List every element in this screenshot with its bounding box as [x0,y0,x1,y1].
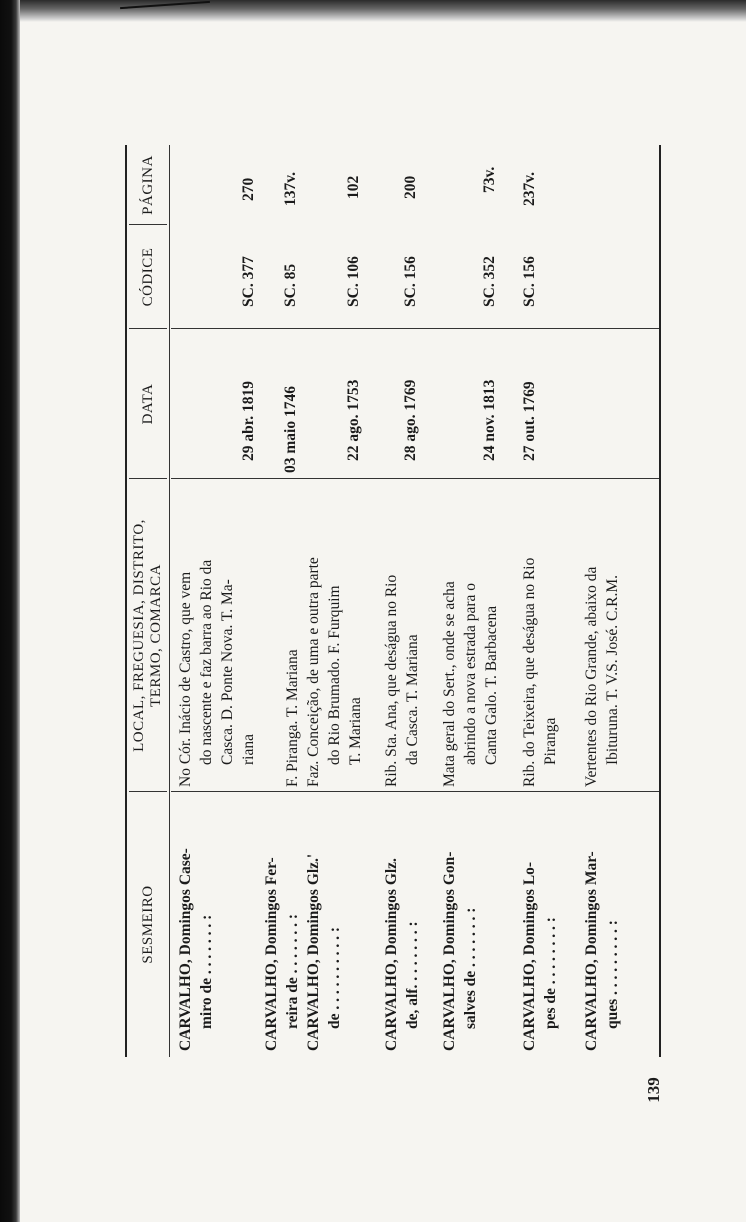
col-divider [171,328,659,329]
header-rule [169,145,170,1057]
col-divider [171,791,659,792]
row-codice: SC. 85 [282,263,299,307]
table-row-sesmeiro: CARVALHO, Domingos Gon- salves de . . . . . . . : [441,851,479,1051]
table-row-local: Rib. do Teixeira, que deságua no Rio Piranga [521,557,559,787]
table-row-local: Mata geral do Sert., onde se acha abrindo a nova estrada para o Canta Galo. T. Barbacena [441,581,500,787]
row-pagina: 200 [402,175,419,199]
header-pagina: PÁGINA [139,155,156,215]
col-divider [171,478,659,479]
page-number: 139 [644,1077,663,1103]
header-data: DATA [139,383,156,425]
row-codice: SC. 156 [402,256,419,307]
table-row-local: No Cór. Inácio de Castro, que vem do nascente e faz barra ao Rio da Casca. D. Ponte Nova. T. Ma- riana [177,559,257,787]
row-pagina: 73v. [481,166,498,193]
table-row-sesmeiro: CARVALHO, Domingos Mar- ques . . . . . . . . . : [583,851,621,1051]
header-sesmeiro: SESMEIRO [139,885,156,964]
table-bottom-rule [659,145,661,1057]
table-row-local: Faz. Conceição, de uma e outra parte do Rio Brumado. F. Furquim T. Mariana [305,557,364,787]
row-pagina: 102 [345,175,362,199]
row-date: 22 ago. 1753 [345,379,362,461]
row-codice: SC. 156 [521,256,538,307]
row-date: 28 ago. 1769 [402,379,419,461]
sesmarias-table [125,145,661,1057]
row-codice: SC. 106 [345,256,362,307]
page-top-shadow [0,0,746,22]
row-codice: SC. 352 [481,256,498,307]
header-local: LOCAL, FREGUESIA, DISTRITO, TERMO, COMARCA [131,519,164,752]
row-date: 27 out. 1769 [521,381,538,461]
table-row-local: F. Piranga. T. Mariana [284,649,301,787]
row-pagina: 270 [240,177,257,201]
table-row-sesmeiro: CARVALHO, Domingos Fer- reira de . . . . . . . : [263,857,301,1051]
table-row-sesmeiro: CARVALHO, Domingos Case- miro de . . . . . . . : [177,848,215,1051]
table-row-local: Rib. Sta. Ana, que deságua no Rio da Casca. T. Mariana [383,574,421,787]
row-date: 24 nov. 1813 [481,379,498,461]
row-codice: SC. 377 [240,256,257,307]
book-spine-edge [0,0,20,1222]
table-row-sesmeiro: CARVALHO, Domingos Glz.' de . . . . . . . . . . : [305,853,343,1051]
row-date: 29 abr. 1819 [240,381,257,461]
table-row-local: Vertentes do Rio Grande, abaixo da Ibituruna. T. V.S. José. C.R.M. [583,566,621,787]
table-row-sesmeiro: CARVALHO, Domingos Glz. de, alf. . . . . . . . : [383,858,421,1051]
table-row-sesmeiro: CARVALHO, Domingos Lo- pes de . . . . . . . . : [521,861,559,1051]
row-date: 03 maio 1746 [282,386,299,473]
row-pagina: 137v. [282,171,299,206]
table-top-rule [125,145,127,1057]
row-pagina: 237v. [521,171,538,206]
header-codice: CÓDICE [139,247,156,307]
